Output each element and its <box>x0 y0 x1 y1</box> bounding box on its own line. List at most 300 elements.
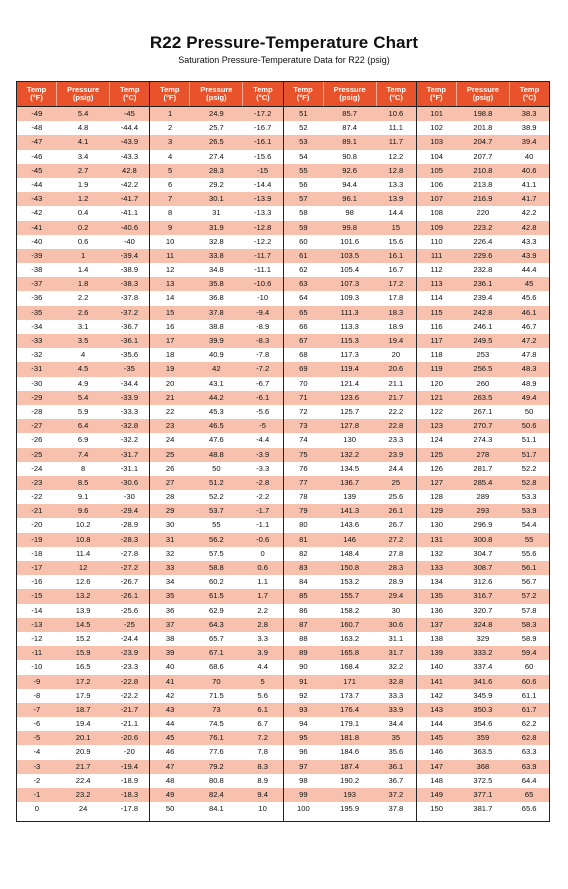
table-cell: -28 <box>31 406 43 416</box>
table-cell: 42.8 <box>122 165 137 175</box>
table-cell: 0.2 <box>77 222 89 232</box>
table-row <box>150 731 282 745</box>
table-cell: -4 <box>33 747 41 757</box>
table-cell: 296.9 <box>473 520 493 530</box>
table-cell: -34.4 <box>120 378 139 388</box>
table-cell: 21.1 <box>388 378 404 388</box>
table-row <box>17 107 149 121</box>
table-cell: 48 <box>165 775 175 785</box>
table-cell: 46.7 <box>521 321 537 331</box>
table-cell: 274.3 <box>473 435 493 445</box>
table-cell: 33.9 <box>388 704 404 714</box>
table-cell: 56 <box>299 179 308 189</box>
table-row <box>150 206 282 220</box>
table-cell: -26.1 <box>120 591 139 601</box>
table-row <box>150 533 282 547</box>
table-cell: 60.6 <box>521 676 537 686</box>
table-cell: -6 <box>33 719 41 729</box>
table-row <box>17 618 149 632</box>
table-cell: -23 <box>31 477 43 487</box>
table-cell: 99.8 <box>342 222 357 232</box>
table-row <box>284 206 416 220</box>
table-cell: 82 <box>299 548 308 558</box>
table-cell: -46 <box>31 151 43 161</box>
table-cell: -33 <box>31 336 43 345</box>
table-cell: 42 <box>212 364 221 374</box>
table-cell: -40 <box>123 236 135 246</box>
table-row <box>417 391 549 405</box>
table-cell: 9.6 <box>77 506 89 516</box>
table-cell: 56.7 <box>521 577 537 587</box>
table-cell: 2.2 <box>77 293 89 303</box>
table-cell: 19.4 <box>75 719 91 729</box>
table-cell: 4.5 <box>77 364 89 374</box>
table-cell: 289 <box>476 492 490 502</box>
table-row <box>284 135 416 149</box>
table-cell: 136.7 <box>340 477 360 487</box>
table-row <box>284 433 416 447</box>
table-cell: 19 <box>165 364 175 374</box>
table-cell: 12.8 <box>388 165 404 175</box>
table-cell: 29 <box>165 506 175 516</box>
table-cell: 16.7 <box>388 265 404 275</box>
table-row <box>284 377 416 391</box>
table-row <box>17 604 149 618</box>
table-cell: 32.8 <box>208 236 224 246</box>
table-row <box>284 348 416 362</box>
table-cell: -38 <box>31 265 43 275</box>
table-row <box>150 717 282 731</box>
table-cell: -28.9 <box>120 520 139 530</box>
table-cell: 368 <box>476 761 490 771</box>
table-cell: 9.1 <box>77 492 89 502</box>
table-cell: 29.2 <box>208 179 224 189</box>
table-cell: -21.7 <box>120 704 139 714</box>
table-cell: 270.7 <box>473 421 493 431</box>
table-column-group <box>17 82 150 821</box>
table-cell: 55.6 <box>521 548 537 558</box>
table-row <box>417 533 549 547</box>
table-row <box>284 362 416 376</box>
table-cell: 10.6 <box>388 109 404 118</box>
table-cell: 90 <box>299 662 308 672</box>
table-row <box>417 433 549 447</box>
table-row <box>417 788 549 802</box>
table-cell: 312.6 <box>473 577 493 587</box>
table-cell: 24 <box>78 804 88 814</box>
table-cell: 77.6 <box>208 747 224 757</box>
table-cell: 63.9 <box>521 761 537 771</box>
table-cell: -10.6 <box>253 279 272 289</box>
table-cell: 350.3 <box>473 704 493 714</box>
table-row <box>17 192 149 206</box>
table-cell: 226.4 <box>473 236 493 246</box>
table-cell: -20 <box>123 747 135 757</box>
table-cell: 308.7 <box>473 563 493 572</box>
table-cell: -27 <box>31 421 43 431</box>
table-cell: 4.9 <box>77 378 89 388</box>
table-cell: 31 <box>165 534 175 544</box>
table-cell: -23.3 <box>120 662 139 672</box>
table-row <box>150 476 282 490</box>
table-cell: 213.8 <box>473 179 493 189</box>
table-row <box>150 348 282 362</box>
table-cell: 18.3 <box>388 307 404 317</box>
table-cell: 4.8 <box>77 123 89 133</box>
table-cell: -21 <box>31 506 43 516</box>
table-cell: 113 <box>430 279 443 289</box>
table-row <box>150 377 282 391</box>
table-cell: 35 <box>391 733 401 743</box>
table-cell: 148.4 <box>340 548 360 558</box>
table-cell: 5 <box>260 676 265 686</box>
table-row <box>17 689 149 703</box>
table-row <box>417 419 549 433</box>
table-cell: 111 <box>430 250 443 260</box>
table-row <box>417 589 549 603</box>
table-cell: 12.6 <box>75 577 91 587</box>
table-cell: 71 <box>299 392 308 402</box>
table-cell: 20.1 <box>75 733 91 743</box>
table-cell: 25 <box>391 477 401 487</box>
table-row <box>17 731 149 745</box>
table-cell: 62.8 <box>521 733 537 743</box>
table-row <box>17 660 149 674</box>
table-cell: 56.1 <box>521 563 537 572</box>
table-cell: 14.5 <box>75 619 91 629</box>
table-row <box>150 433 282 447</box>
table-cell: 84.1 <box>208 804 224 814</box>
table-row <box>417 249 549 263</box>
table-row <box>284 760 416 774</box>
table-cell: -37.8 <box>120 293 139 303</box>
table-cell: 132.2 <box>340 449 360 459</box>
header-cell: Temp (°C) <box>253 84 273 102</box>
table-cell: 99 <box>299 790 308 799</box>
table-cell: -40.6 <box>120 222 139 232</box>
table-cell: 42.8 <box>521 222 537 232</box>
table-cell: 6.9 <box>77 435 89 445</box>
table-row <box>417 561 549 575</box>
table-cell: 77 <box>299 477 308 487</box>
table-row <box>17 802 149 816</box>
table-cell: 1.8 <box>77 279 89 289</box>
table-cell: 6.4 <box>77 421 89 431</box>
header-cell: Temp (°F) <box>284 82 324 106</box>
table-cell: 150 <box>430 804 443 814</box>
table-cell: 80 <box>299 520 308 530</box>
table-cell: 13 <box>165 279 175 289</box>
table-row <box>417 206 549 220</box>
table-row <box>417 731 549 745</box>
table-cell: 58 <box>299 208 308 218</box>
table-cell: 153.2 <box>340 577 360 587</box>
table-cell: 53.9 <box>521 506 537 516</box>
table-cell: 3.4 <box>77 151 89 161</box>
table-cell: -32 <box>31 350 43 360</box>
table-cell: 107.3 <box>340 279 360 289</box>
table-cell: 18 <box>165 350 175 360</box>
table-cell: 86 <box>299 605 308 615</box>
table-cell: 31.7 <box>388 648 404 658</box>
table-cell: 223.2 <box>473 222 493 232</box>
table-cell: -42 <box>31 208 43 218</box>
table-row <box>17 320 149 334</box>
table-cell: 7.8 <box>257 747 268 757</box>
table-cell: 11.7 <box>388 137 403 147</box>
table-cell: 22 <box>165 406 175 416</box>
table-cell: 54 <box>299 151 308 161</box>
table-cell: 69 <box>299 364 308 374</box>
table-row <box>17 490 149 504</box>
table-cell: -5 <box>33 733 41 743</box>
table-cell: 246.1 <box>473 321 493 331</box>
table-cell: 147 <box>430 761 443 771</box>
table-row <box>284 675 416 689</box>
header-cell: Temp (°C) <box>519 84 540 102</box>
table-cell: 123.6 <box>340 392 360 402</box>
table-row <box>17 518 149 532</box>
table-cell: 30.6 <box>388 619 404 629</box>
table-cell: 24.4 <box>388 463 404 473</box>
table-cell: 7 <box>167 194 173 204</box>
table-row <box>284 150 416 164</box>
table-cell: 43.3 <box>521 236 537 246</box>
table-row <box>150 249 282 263</box>
table-cell: 124 <box>430 435 443 445</box>
table-row <box>284 249 416 263</box>
table-row <box>417 646 549 660</box>
table-cell: -25 <box>123 619 135 629</box>
table-cell: -9 <box>33 676 41 686</box>
table-cell: 57 <box>299 194 308 204</box>
table-cell: 53.3 <box>521 492 537 502</box>
table-cell: -3.3 <box>256 463 270 473</box>
table-cell: 16 <box>165 321 175 331</box>
table-cell: 176.4 <box>340 704 360 714</box>
table-cell: 14.4 <box>388 208 404 218</box>
table-cell: 34 <box>165 577 175 587</box>
table-cell: 62 <box>299 265 308 275</box>
table-cell: 34.8 <box>208 265 224 275</box>
table-cell: 89.1 <box>342 137 357 147</box>
table-cell: -35 <box>31 307 43 317</box>
table-cell: 129 <box>430 506 443 516</box>
table-cell: 1.4 <box>77 265 89 275</box>
table-cell: 41 <box>165 676 175 686</box>
table-cell: 5.6 <box>257 690 268 700</box>
table-cell: 9.4 <box>257 790 268 799</box>
table-cell: 91 <box>299 676 308 686</box>
table-row <box>284 717 416 731</box>
table-cell: -26.7 <box>120 577 139 587</box>
table-cell: -24.4 <box>120 633 139 643</box>
table-cell: 85 <box>299 591 308 601</box>
table-cell: 363.5 <box>473 747 493 757</box>
table-cell: 119.4 <box>340 364 359 374</box>
table-row <box>284 618 416 632</box>
table-cell: 372.5 <box>473 775 493 785</box>
table-row <box>284 561 416 575</box>
table-row <box>150 164 282 178</box>
table-cell: 98 <box>299 775 308 785</box>
table-row <box>284 391 416 405</box>
table-cell: 25 <box>165 449 175 459</box>
table-cell: 16.1 <box>388 250 404 260</box>
table-row <box>417 377 549 391</box>
table-cell: 47.8 <box>521 350 537 360</box>
table-cell: 50 <box>524 406 534 416</box>
table-cell: 73 <box>212 704 221 714</box>
table-row <box>17 547 149 561</box>
table-cell: 22.2 <box>388 406 404 416</box>
table-cell: 40.9 <box>208 350 224 360</box>
table-cell: 36.7 <box>388 775 404 785</box>
table-row <box>150 178 282 192</box>
table-row <box>284 291 416 305</box>
table-row <box>17 774 149 788</box>
table-cell: -5.6 <box>256 406 270 416</box>
table-cell: 263.5 <box>473 392 493 402</box>
table-row <box>17 675 149 689</box>
table-row <box>417 462 549 476</box>
table-cell: 36 <box>165 605 175 615</box>
table-cell: 36.8 <box>208 293 224 303</box>
table-cell: -16.1 <box>253 137 272 147</box>
table-cell: 12 <box>165 265 175 275</box>
table-cell: 35 <box>165 591 175 601</box>
table-cell: 118 <box>430 350 443 360</box>
table-cell: 134 <box>430 577 443 587</box>
table-cell: 131 <box>430 534 443 544</box>
table-cell: 37.8 <box>208 307 224 317</box>
table-cell: -39 <box>31 250 43 260</box>
table-cell: 43.1 <box>208 378 224 388</box>
table-cell: -35.6 <box>120 350 139 360</box>
table-cell: 58.3 <box>521 619 537 629</box>
table-row <box>17 249 149 263</box>
table-row <box>284 334 416 348</box>
table-cell: 345.9 <box>473 690 493 700</box>
table-row <box>284 745 416 759</box>
table-cell: 181.8 <box>340 733 360 743</box>
table-cell: 47.6 <box>208 435 224 445</box>
table-cell: 68 <box>299 350 308 360</box>
table-cell: 15.6 <box>388 236 404 246</box>
table-cell: 137 <box>430 619 443 629</box>
table-row <box>150 604 282 618</box>
table-cell: 46.1 <box>521 307 537 317</box>
table-row <box>17 291 149 305</box>
table-cell: 33.8 <box>208 250 224 260</box>
table-row <box>417 277 549 291</box>
table-cell: -28.3 <box>120 534 139 544</box>
table-cell: 103 <box>430 137 443 147</box>
table-cell: 107 <box>430 194 443 204</box>
table-cell: 79.2 <box>208 761 224 771</box>
table-cell: 337.4 <box>473 662 493 672</box>
table-cell: -34 <box>31 321 43 331</box>
table-cell: 20.6 <box>388 364 404 374</box>
table-row <box>417 675 549 689</box>
table-cell: -2.2 <box>256 492 270 502</box>
table-cell: -22.2 <box>120 690 139 700</box>
table-cell: 20 <box>165 378 175 388</box>
table-row <box>284 533 416 547</box>
table-row <box>417 717 549 731</box>
table-cell: 11.1 <box>388 123 403 133</box>
header-cell: Temp (°F) <box>417 82 457 106</box>
table-row <box>150 192 282 206</box>
table-row <box>17 150 149 164</box>
table-cell: 2.2 <box>257 605 268 615</box>
table-cell: -37.2 <box>120 307 139 317</box>
table-cell: 92 <box>299 690 308 700</box>
table-row <box>284 107 416 121</box>
table-cell: 35.8 <box>208 279 224 289</box>
table-cell: 40 <box>165 662 175 672</box>
table-row <box>150 745 282 759</box>
table-cell: 15 <box>391 222 401 232</box>
table-cell: 52 <box>299 123 308 133</box>
pressure-temperature-table <box>16 81 550 822</box>
table-row <box>150 405 282 419</box>
table-row <box>417 774 549 788</box>
table-cell: 123 <box>430 421 443 431</box>
table-cell: 101 <box>430 109 443 118</box>
table-cell: 105.4 <box>340 265 360 275</box>
table-cell: 20.9 <box>75 747 91 757</box>
table-row <box>150 589 282 603</box>
table-cell: 278 <box>476 449 490 459</box>
table-cell: 67.1 <box>208 648 224 658</box>
table-cell: -25.6 <box>120 605 139 615</box>
table-cell: -44.4 <box>120 123 139 133</box>
table-cell: 25.6 <box>388 492 404 502</box>
table-row <box>284 604 416 618</box>
table-cell: 165.8 <box>340 648 360 658</box>
table-column-group <box>150 82 283 821</box>
table-cell: 5.9 <box>77 406 89 416</box>
table-cell: -48 <box>31 123 43 133</box>
table-cell: 15.2 <box>75 633 91 643</box>
table-cell: -17 <box>31 563 43 572</box>
table-cell: 60 <box>524 662 534 672</box>
table-cell: -26 <box>31 435 43 445</box>
table-cell: 10 <box>258 804 267 814</box>
table-cell: -32.2 <box>120 435 139 445</box>
table-row <box>150 689 282 703</box>
table-cell: 4.1 <box>77 137 89 147</box>
table-cell: 32.2 <box>388 662 404 672</box>
table-cell: -0.6 <box>256 534 270 544</box>
table-cell: 2 <box>167 123 173 133</box>
table-row <box>417 504 549 518</box>
table-cell: 8.9 <box>257 775 268 785</box>
table-cell: 267.1 <box>473 406 493 416</box>
table-row <box>417 263 549 277</box>
table-cell: -36.1 <box>120 336 139 345</box>
table-cell: 304.7 <box>473 548 493 558</box>
table-cell: 146 <box>343 534 356 544</box>
table-cell: -6.1 <box>256 392 270 402</box>
table-cell: 30 <box>391 605 401 615</box>
table-cell: 75 <box>299 449 308 459</box>
table-cell: 133 <box>430 563 443 572</box>
table-cell: 3.3 <box>257 633 268 643</box>
table-cell: 67 <box>299 336 308 345</box>
table-cell: 29.4 <box>388 591 404 601</box>
